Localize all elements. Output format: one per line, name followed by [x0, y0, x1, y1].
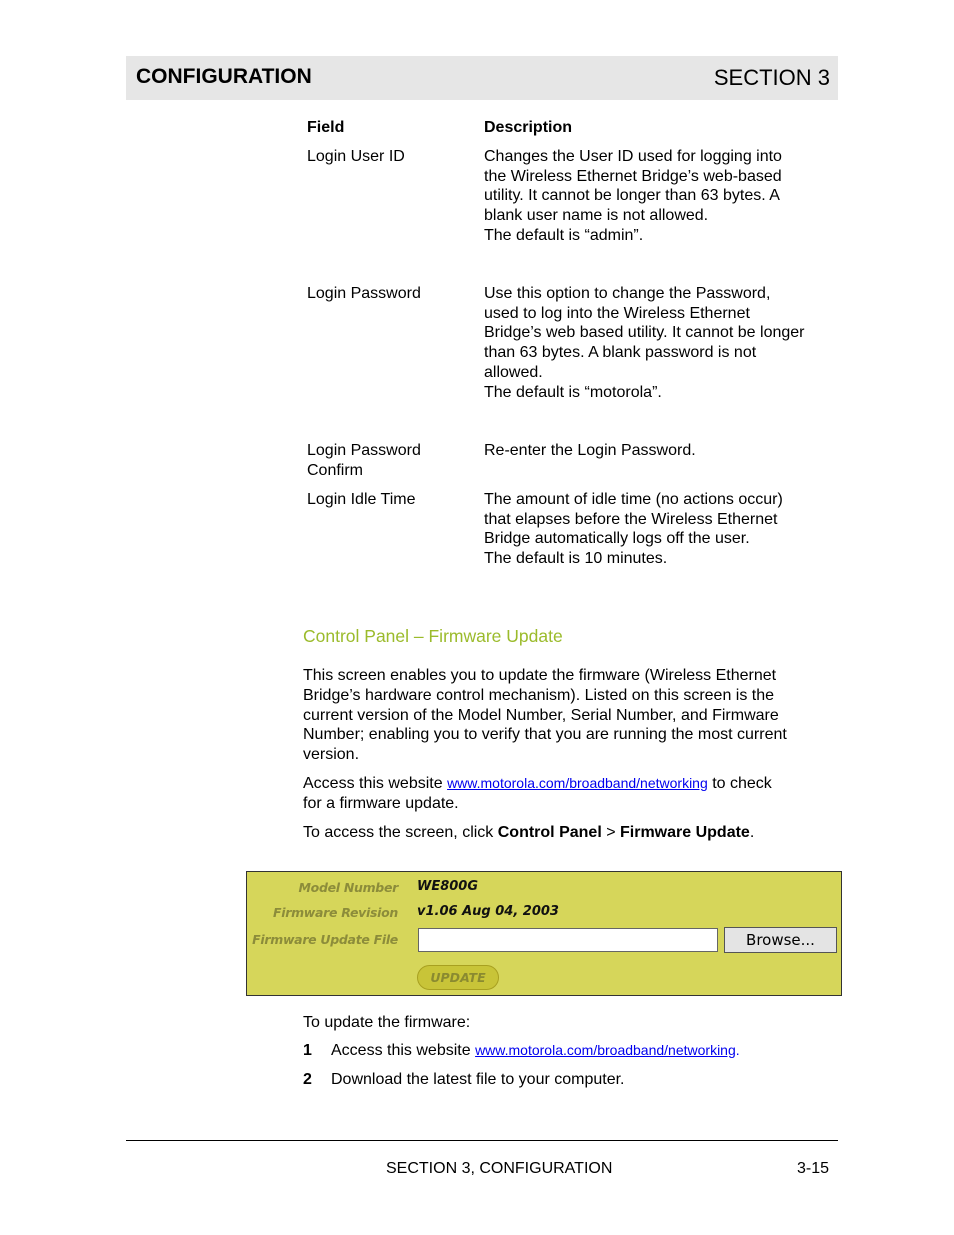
desc-line: allowed. — [484, 363, 543, 381]
menu-separator: > — [601, 824, 620, 841]
col-field-header: Field — [307, 119, 345, 136]
step-prefix: Access this website — [331, 1042, 476, 1059]
paragraph-line: for a firmware update. — [303, 794, 459, 812]
desc-line: the Wireless Ethernet Bridge’s web-based — [484, 167, 782, 185]
firmware-revision-value: v1.06 Aug 04, 2003 — [417, 904, 559, 919]
paragraph-line: This screen enables you to update the firmware (Wireless Ethernet — [303, 667, 777, 684]
desc-line: The amount of idle time (no actions occur) — [484, 491, 783, 508]
section-label: SECTION 3 — [713, 65, 830, 90]
desc-line: Re-enter the Login Password. — [484, 442, 696, 459]
step-text: Download the latest file to your computer. — [331, 1071, 625, 1088]
menu-control-panel: Control Panel — [497, 824, 602, 841]
desc-line: The default is “admin”. — [484, 226, 644, 244]
click-instruction — [303, 823, 838, 843]
motorola-link[interactable]: www.motorola.com/broadband/networking — [475, 1042, 736, 1058]
period: . — [749, 824, 755, 841]
field-name: Login Password — [307, 285, 421, 302]
firmware-update-panel — [246, 871, 842, 996]
field-name: Login User ID — [307, 148, 405, 165]
browse-button[interactable]: Browse... — [724, 927, 837, 953]
motorola-link[interactable]: www.motorola.com/broadband/networking — [447, 775, 708, 791]
field-name-line: Login Password — [307, 442, 421, 459]
paragraph-line: Bridge’s hardware control mechanism). Listed on this screen is the — [303, 686, 775, 704]
firmware-update-file-label: Firmware Update File — [252, 932, 398, 947]
desc-line: that elapses before the Wireless Ethernet — [484, 510, 778, 528]
paragraph-line: version. — [303, 746, 360, 764]
firmware-file-input[interactable] — [418, 928, 718, 952]
desc-line: Use this option to change the Password, — [484, 285, 771, 302]
model-number-label: Model Number — [298, 880, 398, 895]
access-paragraph — [303, 774, 838, 814]
menu-firmware-update: Firmware Update — [620, 824, 750, 841]
intro-paragraph — [303, 666, 838, 765]
field-name: Login Idle Time — [307, 491, 416, 508]
desc-line: Changes the User ID used for logging into — [484, 148, 782, 165]
field-description — [484, 441, 839, 461]
paragraph-line — [303, 774, 838, 794]
page-number: 3-15 — [797, 1160, 830, 1177]
step-number: 2 — [303, 1071, 312, 1088]
footer-section: SECTION 3, CONFIGURATION — [386, 1160, 613, 1177]
steps-intro: To update the firmware: — [303, 1014, 471, 1031]
desc-line: Bridge automatically logs off the user. — [484, 530, 750, 548]
model-number-value: WE800G — [417, 879, 479, 894]
col-description-header: Description — [484, 119, 573, 136]
field-description — [484, 147, 839, 246]
desc-line: than 63 bytes. A blank password is not — [484, 344, 757, 362]
desc-line: utility. It cannot be longer than 63 bytes. A — [484, 187, 780, 205]
access-suffix: to check — [707, 775, 772, 792]
step-text — [331, 1042, 740, 1060]
click-prefix: To access the screen, click — [303, 824, 498, 841]
desc-line: blank user name is not allowed. — [484, 207, 709, 225]
firmware-revision-label: Firmware Revision — [272, 905, 398, 920]
paragraph-line: Number; enabling you to verify that you are running the most current — [303, 726, 787, 744]
subsection-title: Control Panel – Firmware Update — [303, 626, 563, 646]
desc-line: used to log into the Wireless Ethernet — [484, 304, 750, 322]
footer-divider — [126, 1140, 838, 1141]
step-number: 1 — [303, 1042, 312, 1059]
field-description — [484, 284, 839, 402]
field-name-line: Confirm — [307, 461, 364, 479]
field-description — [484, 490, 839, 569]
desc-line: Bridge’s web based utility. It cannot be longer — [484, 324, 805, 342]
access-prefix: Access this website — [303, 775, 448, 792]
desc-line: The default is 10 minutes. — [484, 550, 668, 568]
field-name — [307, 441, 477, 480]
paragraph-line: current version of the Model Number, Serial Number, and Firmware — [303, 706, 779, 724]
desc-line: The default is “motorola”. — [484, 383, 662, 401]
step-suffix: . — [735, 1042, 740, 1058]
chapter-title: CONFIGURATION — [136, 65, 312, 88]
update-button[interactable]: UPDATE — [417, 965, 499, 990]
section-header — [126, 56, 838, 100]
